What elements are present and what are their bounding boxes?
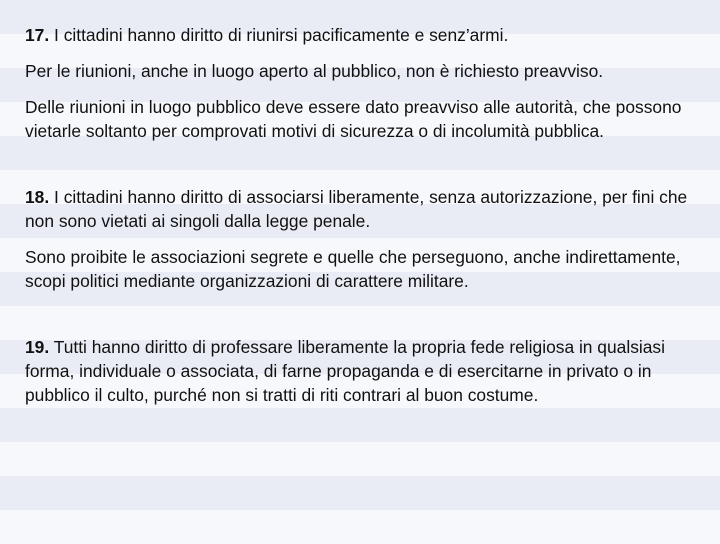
article-19-number: 19. xyxy=(25,337,50,357)
article-18-paragraph-1 xyxy=(25,185,697,233)
article-19-text-1: Tutti hanno diritto di professare liberamente la propria fede religiosa in qualsiasi forma, individuale o associata, di farne propaganda e di esercitarne in privato o in pubblico il culto, purché non si tratti di riti contrari al buon costume. xyxy=(25,337,665,405)
article-17-paragraph-2: Per le riunioni, anche in luogo aperto al pubblico, non è richiesto preavviso. xyxy=(25,61,604,81)
article-18-number: 18. xyxy=(25,187,50,207)
article-17-paragraph-1 xyxy=(25,23,697,47)
article-18-paragraph-2: Sono proibite le associazioni segrete e quelle che perseguono, anche indirettamente, scopi politici mediante organizzazioni di carattere militare. xyxy=(25,247,681,291)
article-18-text-1: I cittadini hanno diritto di associarsi liberamente, senza autorizzazione, per fini che non sono vietati ai singoli dalla legge penale. xyxy=(25,187,688,231)
article-19-paragraph-1 xyxy=(25,335,697,407)
article-18 xyxy=(25,185,697,293)
article-19 xyxy=(25,335,697,407)
article-17 xyxy=(25,23,697,143)
article-17-paragraph-3: Delle riunioni in luogo pubblico deve essere dato preavviso alle autorità, che possono vietarle soltanto per comprovati motivi di sicurezza o di incolumità pubblica. xyxy=(25,97,682,141)
article-17-number: 17. xyxy=(25,25,50,45)
constitution-articles xyxy=(25,23,697,407)
article-17-text-1: I cittadini hanno diritto di riunirsi pacificamente e senz’armi. xyxy=(54,25,509,45)
